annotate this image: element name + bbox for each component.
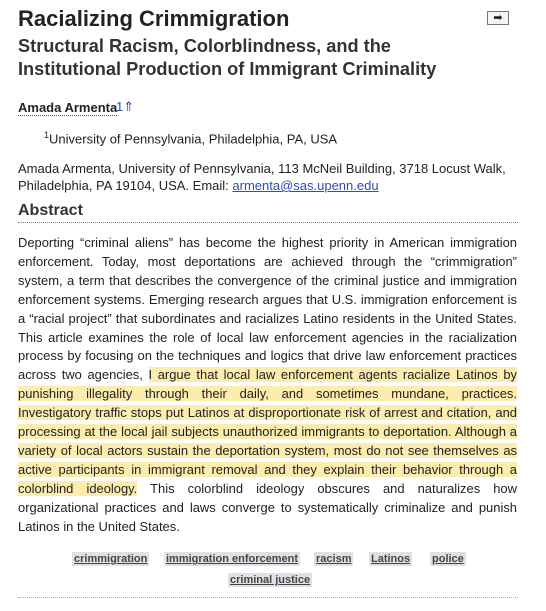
keyword-police[interactable]: police — [432, 553, 464, 565]
author-affiliation — [44, 130, 337, 146]
affiliation-text: University of Pennsylvania, Philadelphia, PA, USA — [49, 131, 338, 147]
arrow-up-icon: ⇑ — [123, 99, 135, 114]
keyword-racism[interactable]: racism — [316, 553, 352, 565]
arrow-right-icon: ➡ — [493, 12, 503, 24]
address-text: Amada Armenta, University of Pennsylvania, 113 McNeil Building, 3718 Locust Walk, Philadelphia, PA 19104, USA. Email: — [18, 161, 506, 193]
author-name[interactable]: Amada Armenta — [18, 100, 118, 115]
keyword-latinos[interactable]: Latinos — [371, 553, 411, 565]
affiliation-sup-number: 1 — [44, 130, 50, 140]
footer-divider — [18, 597, 518, 598]
abstract-heading: Abstract — [18, 202, 83, 219]
article-title: Racializing Crimmigration — [18, 6, 290, 31]
abstract-text-after: This colorblind ideology obscures and naturalizes how organizational practices and laws converge to systematically criminalize and punish Latinos in the United States. — [18, 480, 517, 534]
author-sup-number: 1 — [116, 99, 124, 114]
article-subtitle: Structural Racism, Colorblindness, and the Institutional Production of Immigrant Criminality — [18, 36, 437, 79]
section-divider — [18, 222, 518, 223]
abstract-body — [18, 234, 517, 537]
email-link[interactable]: armenta@sas.upenn.edu — [232, 178, 379, 193]
next-article-button[interactable] — [487, 11, 509, 25]
abstract-highlight: I argue that local law enforcement agents racialize Latinos by punishing illegality through their daily, and sometimes mundane, practices. Investigatory traffic stops put Latinos at disproportionate risk of arrest and citation, and processing at the local jail subjects unauthorized immigrants to deportation. Although a variety of local actors sustain the deportation system, most do not see themselves as active participants in immigrant removal and they explain their behavior through a colorblind ideology. — [18, 367, 517, 496]
abstract-text-before: Deporting “criminal aliens” has become the highest priority in American immigration enforcement. Today, most deportations are achieved through the “crimmigration” system, a term that describes the convergence of the criminal justice and immigration enforcement systems. Emerging research argues that U.S. immigration enforcement is a “racial project” that subordinates and racializes Latino residents in the United States. This article examines the role of local law enforcement agencies in the racialization process by focusing on the techniques and logics that drive law enforcement practices across two agencies, — [18, 235, 517, 383]
author-affiliation-link[interactable] — [116, 99, 134, 115]
keyword-immigration-enforcement[interactable]: immigration enforcement — [166, 553, 299, 565]
correspondence-address — [18, 160, 528, 194]
keyword-criminal-justice[interactable]: criminal justice — [230, 574, 311, 586]
keyword-crimmigration[interactable]: crimmigration — [74, 553, 148, 565]
